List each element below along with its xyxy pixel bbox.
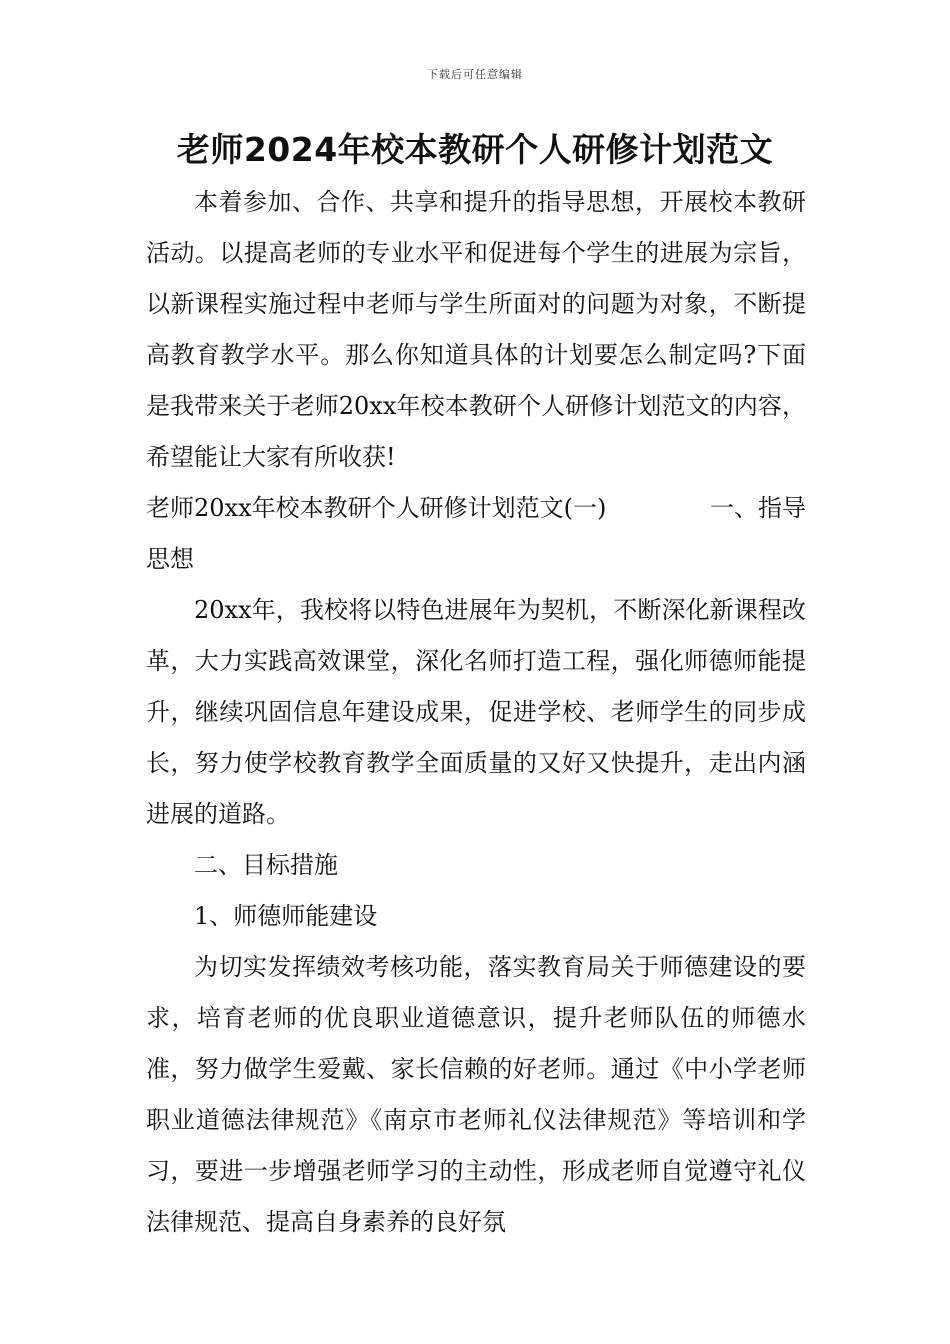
section-two-heading: 二、目标措施 — [194, 851, 338, 879]
guiding-thought-heading-part2: 思想 — [146, 545, 194, 573]
ethics-paragraph: 为切实发挥绩效考核功能，落实教育局关于师德建设的要求，培育老师的优良职业道德意识，提升老师队伍的师德水准，努力做学生爱戴、家长信赖的好老师。通过《中小学老师职业道德法律规范》《南京市老师礼仪法律规范》等培训和学习，要进一步增强老师学习的主动性，形成老师自觉遵守礼仪法律规范、提高自身素养的良好氛 — [146, 953, 806, 1236]
page-header-note: 下载后可任意编辑 — [427, 68, 523, 81]
section-two-subheading: 1、师德师能建设 — [194, 902, 378, 930]
guiding-thought-paragraph: 20xx年，我校将以特色进展年为契机，不断深化新课程改革，大力实践高效课堂，深化名师打造工程，强化师德师能提升，继续巩固信息年建设成果，促进学校、老师学生的同步成长，努力使学校教育教学全面质量的又好又快提升，走出内涵进展的道路。 — [146, 596, 806, 828]
document-body — [146, 177, 806, 1248]
article-one-title: 老师20xx年校本教研个人研修计划范文(一) — [146, 494, 607, 522]
section-one-heading — [146, 483, 806, 585]
intro-paragraph: 本着参加、合作、共享和提升的指导思想，开展校本教研活动。以提高老师的专业水平和促进每个学生的进展为宗旨，以新课程实施过程中老师与学生所面对的问题为对象，不断提高教育教学水平。那么你知道具体的计划要怎么制定吗?下面是我带来关于老师20xx年校本教研个人研修计划范文的内容，希望能让大家有所收获! — [146, 188, 806, 471]
guiding-thought-heading-part1: 一、指导 — [710, 494, 806, 522]
document-title: 老师2024年校本教研个人研修计划范文 — [176, 130, 774, 169]
